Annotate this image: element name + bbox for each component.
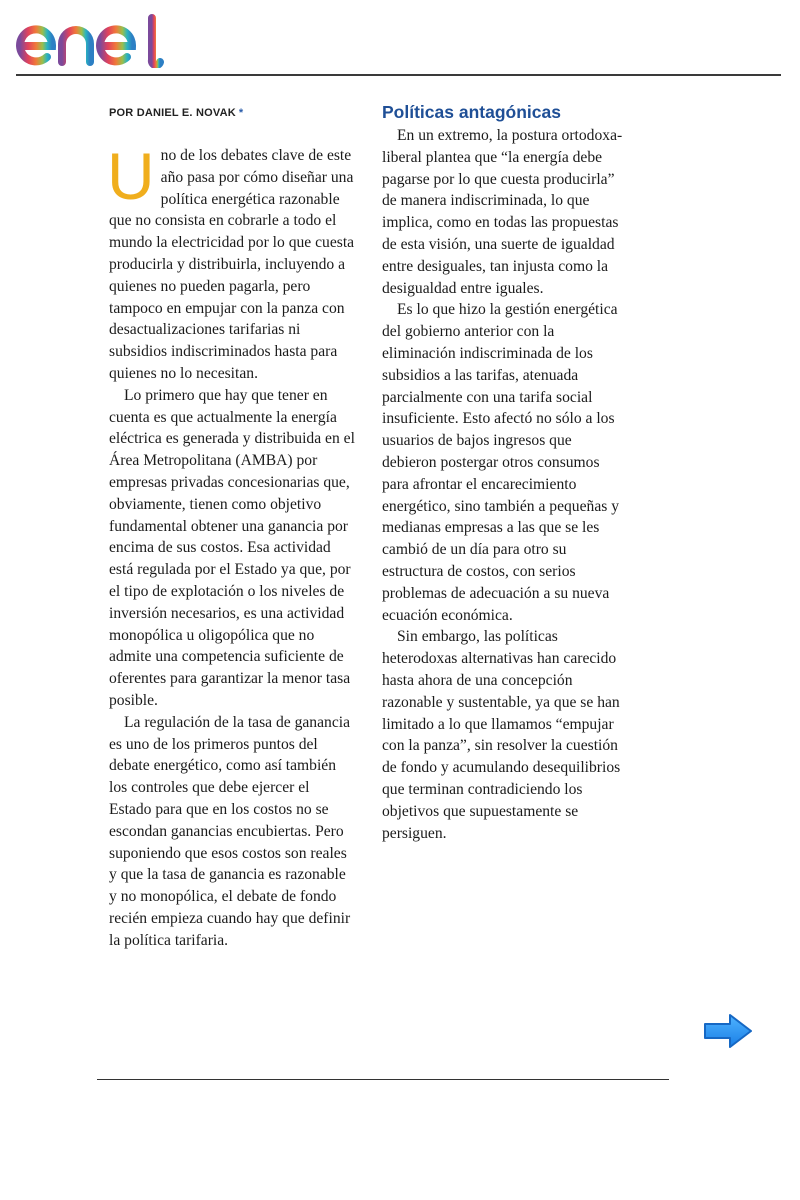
drop-cap: U (107, 139, 155, 213)
article-paragraph: Es lo que hizo la gestión energética del gobierno anterior con la eliminación indiscriminada de los subsidios a las tarifas, atenuada parcialmente con una tarifa social insuficiente. Esto afectó no sólo a los usuarios de bajos ingresos que debieron postergar otros consumos para afrontar el encarecimiento energético, sino también a pequeñas y medianas empresas a las que se les cambió de un día para otro su estructura de costos, con serios problemas de adecuación a su nueva ecuación económica. (382, 301, 620, 624)
article-paragraph: La regulación de la tasa de ganancia es uno de los primeros puntos del debate energético, como así también los controles que debe ejercer el Estado para que en los costos no se escondan ganancias encubiertas. Pero suponiendo que esos costos son reales y que la tasa de ganancia es razonable y no monopólica, el debate de fondo recién empieza cuando hay que definir la política tarifaria. (109, 713, 351, 949)
article-column-left (107, 139, 355, 951)
byline (109, 107, 243, 119)
paragraph-text: no de los debates clave de este año pasa por cómo diseñar una política energética razonable que no consista en cobrarle a todo el mundo la electricidad por lo que cuesta producirla y distribuirla, incluyendo a quienes no pueden pagarla, pero tampoco en empujar con la panza con desactualizaciones tarifarias ni subsidios indiscriminados hasta para quienes no lo necesitan. (109, 147, 355, 382)
next-page-arrow-icon[interactable] (702, 1012, 754, 1050)
enel-logo (16, 14, 172, 68)
footer-divider (97, 1079, 669, 1080)
article-paragraph: Lo primero que hay que tener en cuenta es que actualmente la energía eléctrica es generada y distribuida en el Área Metropolitana (AMBA) por empresas privadas concesionarias que, obviamente, tienen como objetivo fundamental obtener una ganancia por encima de sus costos. Esa actividad está regulada por el Estado ya que, por el tipo de explotación o los niveles de inversión necesarios, es una actividad monopólica u oligopólica que no admite una competencia suficiente de oferentes para garantizar la menor tasa posible. (109, 386, 355, 709)
byline-footnote-mark: * (238, 107, 244, 119)
article-paragraph (107, 139, 355, 385)
article-paragraph: En un extremo, la postura ortodoxa-liberal plantea que “la energía debe pagarse por lo que cuesta producirla” de manera indiscriminada, lo que implica, como en todas las propuestas de esta visión, una suerte de igualdad entre desiguales, tan injusta como la desigualdad entre iguales. (382, 127, 623, 297)
article-paragraph: Sin embargo, las políticas heterodoxas alternativas han carecido hasta ahora de una concepción razonable y sustentable, ya que se han limitado a lo que llamamos “empujar con la panza”, sin resolver la cuestión de fondo y acumulando desequilibrios que terminan contradiciendo los objetivos que supuestamente se persiguen. (382, 628, 621, 842)
article-column-right (382, 101, 628, 844)
section-heading: Políticas antagónicas (382, 102, 561, 122)
author-name: POR DANIEL E. NOVAK (109, 107, 236, 119)
header-divider (16, 74, 781, 76)
